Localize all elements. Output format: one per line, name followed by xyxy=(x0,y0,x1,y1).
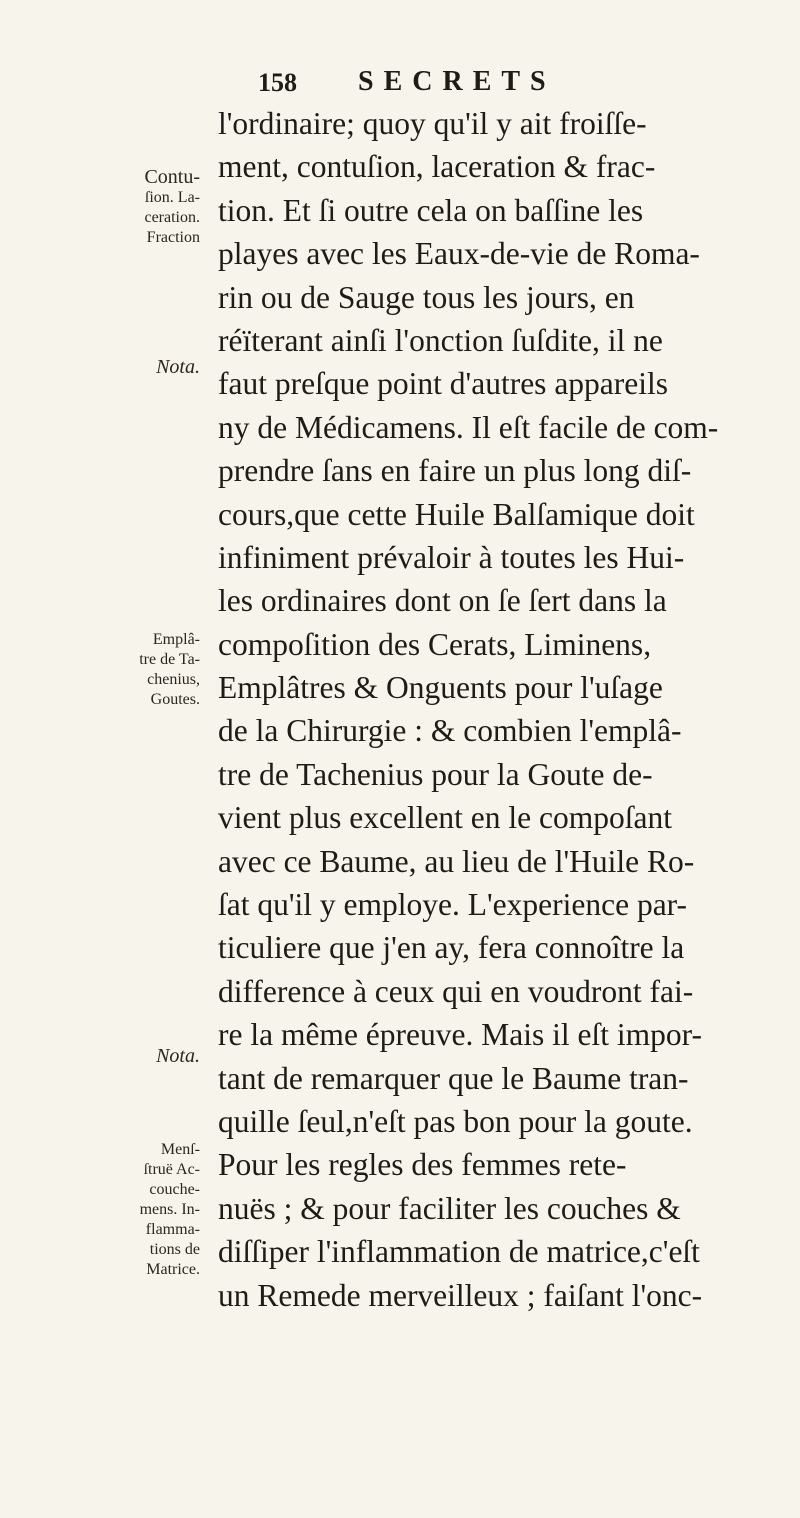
text-line: rin ou de Sauge tous les jours, en xyxy=(218,279,635,315)
text-line: ſat qu'il y employe. L'experience par- xyxy=(218,887,688,923)
margin-notes xyxy=(0,0,212,1518)
text-line: playes avec les Eaux-de-vie de Roma- xyxy=(218,236,700,272)
text-line: diſſiper l'inflammation de matrice,c'eſt xyxy=(218,1234,700,1270)
text-line: prendre ſans en faire un plus long diſ- xyxy=(218,453,692,489)
margin-note-menstrues: Menſ- ſtruë Ac- couche- mens. In- flamma- tions de Matrice. xyxy=(139,1141,200,1278)
text-line: compoſition des Cerats, Liminens, xyxy=(218,626,652,662)
text-line: faut preſque point d'autres appareils xyxy=(218,366,669,402)
text-line: tion. Et ſi outre cela on baſſine les xyxy=(218,192,644,228)
text-line: infiniment prévaloir à toutes les Hui- xyxy=(218,539,685,575)
text-line: difference à ceux qui en voudront fai- xyxy=(218,973,694,1009)
text-line: re la même épreuve. Mais il eſt impor- xyxy=(218,1017,702,1053)
text-line: cours,que cette Huile Balſamique doit xyxy=(218,496,695,532)
body-text xyxy=(218,102,798,1317)
margin-note-nota-2: Nota. xyxy=(156,1045,200,1067)
text-line: tre de Tachenius pour la Goute de- xyxy=(218,756,653,792)
page-number: 158 xyxy=(258,68,297,97)
text-line: ment, contuſion, laceration & frac- xyxy=(218,149,656,185)
text-line: avec ce Baume, au lieu de l'Huile Ro- xyxy=(218,843,695,879)
margin-note-contusion: Contu- ſion. La- ceration. Fraction xyxy=(144,166,200,246)
text-line: ny de Médicamens. Il eſt facile de com- xyxy=(218,409,719,445)
text-line: Emplâtres & Onguents pour l'uſage xyxy=(218,670,663,706)
text-line: tant de remarquer que le Baume tran- xyxy=(218,1060,689,1096)
text-line: Pour les regles des femmes rete- xyxy=(218,1147,627,1183)
margin-note-nota-1: Nota. xyxy=(156,356,200,378)
text-line: quille ſeul,n'eſt pas bon pour la goute. xyxy=(218,1103,693,1139)
text-line: réïterant ainſi l'onction ſuſdite, il ne xyxy=(218,322,663,358)
running-head: SECRETS xyxy=(358,66,556,97)
page-header xyxy=(258,62,698,102)
text-line: l'ordinaire; quoy qu'il y ait froiſſe- xyxy=(218,106,647,141)
text-line: de la Chirurgie : & combien l'emplâ- xyxy=(218,713,682,749)
text-line: nuës ; & pour faciliter les couches & xyxy=(218,1190,681,1226)
margin-note-emplatre: Emplâ- tre de Ta- chenius, Goutes. xyxy=(139,631,200,708)
text-line: ticuliere que j'en ay, fera connoître la xyxy=(218,930,685,966)
text-line: un Remede merveilleux ; faiſant l'onc- xyxy=(218,1277,703,1313)
text-line: vient plus excellent en le compoſant xyxy=(218,800,672,836)
text-line: les ordinaires dont on ſe ſert dans la xyxy=(218,583,667,619)
